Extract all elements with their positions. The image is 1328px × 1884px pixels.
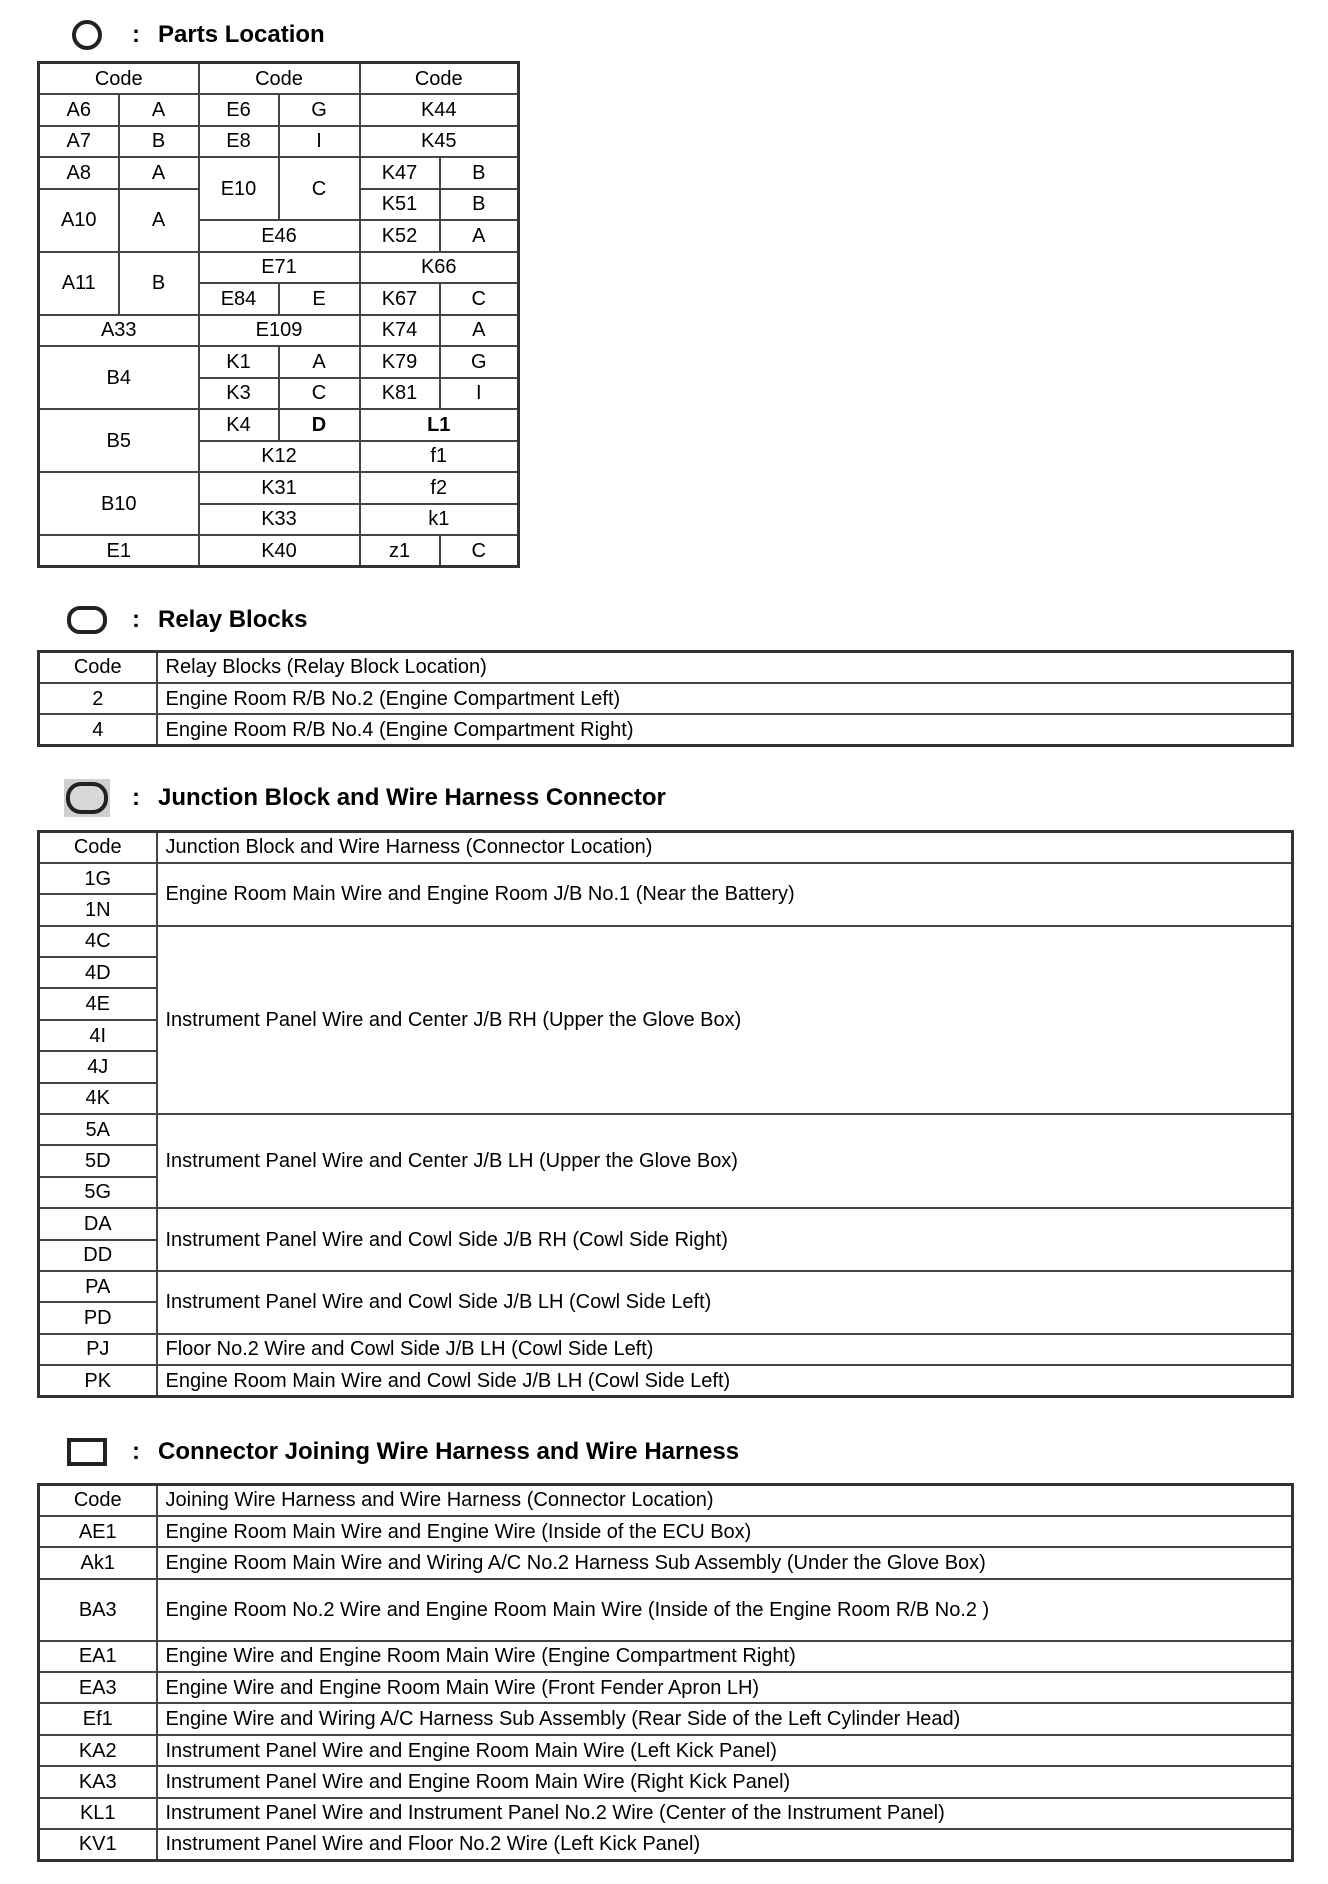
table-cell: K51 — [360, 189, 440, 221]
table-row — [39, 1547, 1293, 1578]
code-cell: BA3 — [39, 1579, 157, 1641]
code-cell: KA3 — [39, 1766, 157, 1797]
code-cell: 5D — [39, 1145, 157, 1176]
table-row — [39, 1703, 1293, 1734]
table-row — [39, 926, 1293, 957]
code-cell: 4K — [39, 1083, 157, 1114]
table-cell: G — [440, 346, 519, 378]
parts-location-title: Parts Location — [158, 21, 325, 48]
table-cell: B — [440, 157, 519, 189]
code-cell: DD — [39, 1240, 157, 1271]
code-cell: 4 — [39, 714, 157, 745]
location-cell: Engine Room Main Wire and Cowl Side J/B LH (Cowl Side Left) — [157, 1365, 1293, 1396]
location-cell: Instrument Panel Wire and Center J/B RH (Upper the Glove Box) — [157, 926, 1293, 1114]
relay-blocks-table — [37, 650, 1294, 747]
table-cell: K79 — [360, 346, 440, 378]
code-cell: 5G — [39, 1177, 157, 1208]
table-cell: K45 — [360, 126, 519, 158]
code-cell: PK — [39, 1365, 157, 1396]
table-row — [39, 1334, 1293, 1365]
code-cell: Ef1 — [39, 1703, 157, 1734]
table-row — [39, 1114, 1293, 1145]
table-cell: E8 — [199, 126, 279, 158]
table-cell: A — [119, 94, 199, 126]
table-cell: f1 — [360, 441, 519, 473]
table-row — [39, 1579, 1293, 1641]
rounded-rect-outline-icon — [60, 600, 114, 640]
location-cell: Engine Room No.2 Wire and Engine Room Main Wire (Inside of the Engine Room R/B No.2 ) — [157, 1579, 1293, 1641]
location-cell: Instrument Panel Wire and Engine Room Main Wire (Left Kick Panel) — [157, 1735, 1293, 1766]
table-row — [39, 535, 519, 567]
junction-block-heading — [60, 778, 666, 818]
table-cell: E1 — [39, 535, 199, 567]
table-cell: K81 — [360, 378, 440, 410]
table-cell: B4 — [39, 346, 199, 409]
table-cell: A11 — [39, 252, 119, 315]
connector-joining-table — [37, 1483, 1294, 1862]
table-cell: C — [440, 283, 519, 315]
code-cell: KL1 — [39, 1798, 157, 1829]
table-cell: K47 — [360, 157, 440, 189]
junction-block-title: Junction Block and Wire Harness Connector — [158, 784, 666, 811]
code-cell: EA1 — [39, 1641, 157, 1672]
code-cell: DA — [39, 1208, 157, 1239]
location-cell: Engine Wire and Engine Room Main Wire (Front Fender Apron LH) — [157, 1672, 1293, 1703]
location-cell: Instrument Panel Wire and Engine Room Main Wire (Right Kick Panel) — [157, 1766, 1293, 1797]
table-cell: A — [119, 157, 199, 189]
table-cell: K4 — [199, 409, 279, 441]
table-cell: E46 — [199, 220, 360, 252]
column-header: Code — [360, 63, 519, 95]
table-row — [39, 94, 519, 126]
location-cell: Engine Wire and Wiring A/C Harness Sub Assembly (Rear Side of the Left Cylinder Head) — [157, 1703, 1293, 1734]
table-cell: K31 — [199, 472, 360, 504]
relay-blocks-title: Relay Blocks — [158, 606, 308, 633]
code-cell: KA2 — [39, 1735, 157, 1766]
code-cell: Ak1 — [39, 1547, 157, 1578]
table-cell: k1 — [360, 504, 519, 536]
heading-colon: : — [132, 606, 140, 633]
code-cell: KV1 — [39, 1829, 157, 1860]
table-cell: L1 — [360, 409, 519, 441]
table-cell: K33 — [199, 504, 360, 536]
table-row — [39, 1365, 1293, 1396]
location-cell: Instrument Panel Wire and Cowl Side J/B RH (Cowl Side Right) — [157, 1208, 1293, 1271]
table-cell: K1 — [199, 346, 279, 378]
table-row — [39, 126, 519, 158]
table-row — [39, 1271, 1293, 1302]
column-header: Code — [39, 63, 199, 95]
table-header-row — [39, 832, 1293, 863]
location-cell: Instrument Panel Wire and Center J/B LH (Upper the Glove Box) — [157, 1114, 1293, 1208]
table-cell: B5 — [39, 409, 199, 472]
code-cell: 5A — [39, 1114, 157, 1145]
location-cell: Instrument Panel Wire and Instrument Panel No.2 Wire (Center of the Instrument Panel) — [157, 1798, 1293, 1829]
table-cell: C — [440, 535, 519, 567]
column-header: Code — [39, 652, 157, 683]
location-cell: Floor No.2 Wire and Cowl Side J/B LH (Cowl Side Left) — [157, 1334, 1293, 1365]
table-cell: K44 — [360, 94, 519, 126]
table-row — [39, 1641, 1293, 1672]
code-cell: AE1 — [39, 1516, 157, 1547]
table-cell: A8 — [39, 157, 119, 189]
table-cell: A10 — [39, 189, 119, 252]
table-cell: K40 — [199, 535, 360, 567]
table-cell: I — [440, 378, 519, 410]
column-header: Code — [199, 63, 360, 95]
table-cell: K12 — [199, 441, 360, 473]
table-row — [39, 863, 1293, 894]
table-header-row — [39, 63, 519, 95]
code-cell: PD — [39, 1302, 157, 1333]
table-header-row — [39, 1485, 1293, 1516]
code-cell: PA — [39, 1271, 157, 1302]
table-cell: C — [279, 157, 360, 220]
location-cell: Engine Wire and Engine Room Main Wire (Engine Compartment Right) — [157, 1641, 1293, 1672]
table-row — [39, 1766, 1293, 1797]
table-row — [39, 252, 519, 284]
connector-joining-heading — [60, 1432, 739, 1472]
table-row — [39, 1672, 1293, 1703]
table-row — [39, 346, 519, 378]
code-cell: 4E — [39, 988, 157, 1019]
table-cell: C — [279, 378, 360, 410]
location-cell: Engine Room Main Wire and Engine Wire (Inside of the ECU Box) — [157, 1516, 1293, 1547]
code-cell: 4J — [39, 1051, 157, 1082]
table-row — [39, 315, 519, 347]
code-cell: PJ — [39, 1334, 157, 1365]
relay-blocks-heading — [60, 600, 307, 640]
table-cell: E6 — [199, 94, 279, 126]
column-header: Joining Wire Harness and Wire Harness (Connector Location) — [157, 1485, 1293, 1516]
heading-colon: : — [132, 1438, 140, 1465]
location-cell: Instrument Panel Wire and Floor No.2 Wire (Left Kick Panel) — [157, 1829, 1293, 1860]
code-cell: 1N — [39, 894, 157, 925]
table-cell: K66 — [360, 252, 519, 284]
table-cell: K67 — [360, 283, 440, 315]
table-row — [39, 1735, 1293, 1766]
table-cell: A7 — [39, 126, 119, 158]
table-cell: K52 — [360, 220, 440, 252]
table-cell: E — [279, 283, 360, 315]
table-cell: K74 — [360, 315, 440, 347]
code-cell: 1G — [39, 863, 157, 894]
table-row — [39, 1798, 1293, 1829]
parts-location-heading — [60, 15, 325, 55]
table-cell: A33 — [39, 315, 199, 347]
table-cell: E10 — [199, 157, 279, 220]
code-cell: 4C — [39, 926, 157, 957]
table-cell: B — [119, 126, 199, 158]
table-cell: B10 — [39, 472, 199, 535]
table-row — [39, 409, 519, 441]
table-cell: z1 — [360, 535, 440, 567]
table-cell: A — [279, 346, 360, 378]
parts-location-table — [37, 61, 520, 568]
table-header-row — [39, 652, 1293, 683]
circle-outline-icon — [60, 15, 114, 55]
table-cell: E109 — [199, 315, 360, 347]
location-cell: Instrument Panel Wire and Cowl Side J/B LH (Cowl Side Left) — [157, 1271, 1293, 1334]
code-cell: 4D — [39, 957, 157, 988]
heading-colon: : — [132, 21, 140, 48]
location-cell: Engine Room R/B No.4 (Engine Compartment Right) — [157, 714, 1293, 745]
location-cell: Engine Room Main Wire and Engine Room J/B No.1 (Near the Battery) — [157, 863, 1293, 926]
code-cell: 4I — [39, 1020, 157, 1051]
table-row — [39, 1516, 1293, 1547]
table-cell: D — [279, 409, 360, 441]
column-header: Code — [39, 832, 157, 863]
table-cell: A — [440, 220, 519, 252]
table-cell: B — [119, 252, 199, 315]
heading-colon: : — [132, 784, 140, 811]
table-cell: A — [119, 189, 199, 252]
table-cell: B — [440, 189, 519, 221]
code-cell: 2 — [39, 683, 157, 714]
column-header: Code — [39, 1485, 157, 1516]
table-row — [39, 472, 519, 504]
column-header: Relay Blocks (Relay Block Location) — [157, 652, 1293, 683]
table-row — [39, 1829, 1293, 1860]
table-row — [39, 1208, 1293, 1239]
table-row — [39, 157, 519, 189]
table-cell: A — [440, 315, 519, 347]
location-cell: Engine Room R/B No.2 (Engine Compartment Left) — [157, 683, 1293, 714]
table-cell: E84 — [199, 283, 279, 315]
connector-joining-title: Connector Joining Wire Harness and Wire Harness — [158, 1438, 740, 1465]
column-header: Junction Block and Wire Harness (Connector Location) — [157, 832, 1293, 863]
table-cell: G — [279, 94, 360, 126]
shaded-rounded-rect-icon — [60, 778, 114, 818]
table-row — [39, 714, 1293, 745]
location-cell: Engine Room Main Wire and Wiring A/C No.2 Harness Sub Assembly (Under the Glove Box) — [157, 1547, 1293, 1578]
table-cell: A6 — [39, 94, 119, 126]
junction-block-table — [37, 830, 1294, 1398]
code-cell: EA3 — [39, 1672, 157, 1703]
table-cell: I — [279, 126, 360, 158]
rectangle-outline-icon — [60, 1432, 114, 1472]
table-row — [39, 683, 1293, 714]
table-cell: f2 — [360, 472, 519, 504]
table-cell: K3 — [199, 378, 279, 410]
table-cell: E71 — [199, 252, 360, 284]
